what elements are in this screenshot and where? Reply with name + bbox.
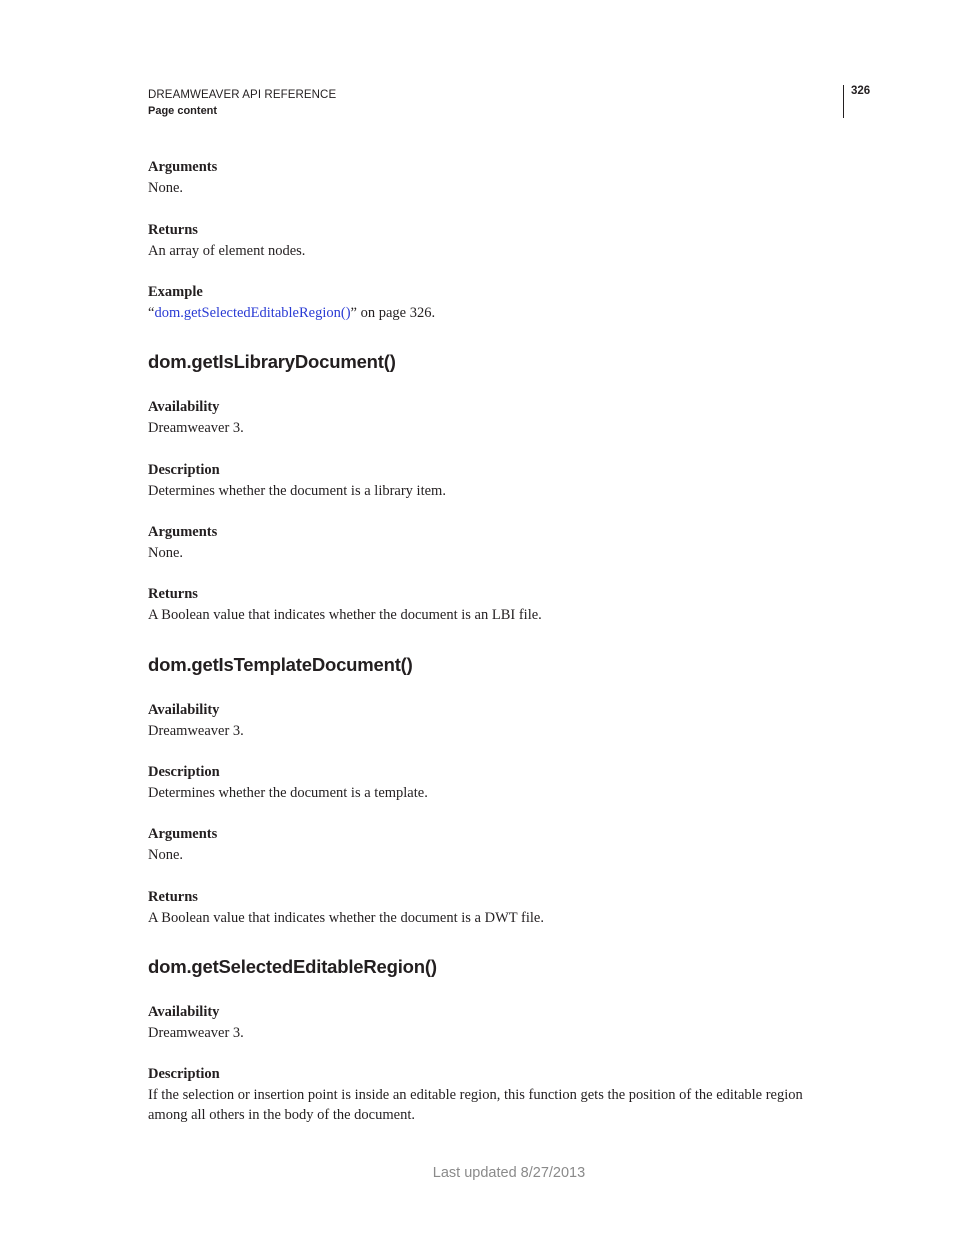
library-availability-block <box>148 397 828 438</box>
description-label: Description <box>148 1066 220 1082</box>
editable-description-block <box>148 1064 828 1125</box>
example-block <box>148 282 828 323</box>
returns-label: Returns <box>148 586 198 602</box>
header-divider <box>843 85 844 118</box>
returns-text: An array of element nodes. <box>148 243 306 259</box>
returns-text: A Boolean value that indicates whether the document is a DWT file. <box>148 910 544 926</box>
returns-block-top <box>148 220 828 261</box>
library-description-block <box>148 460 828 501</box>
returns-label: Returns <box>148 222 198 238</box>
heading-get-selected-editable-region: dom.getSelectedEditableRegion() <box>148 956 437 977</box>
editable-availability-block <box>148 1002 828 1043</box>
document-title: DREAMWEAVER API REFERENCE <box>148 89 337 101</box>
arguments-label: Arguments <box>148 159 218 175</box>
availability-text: Dreamweaver 3. <box>148 420 244 436</box>
returns-text: A Boolean value that indicates whether the document is an LBI file. <box>148 607 542 623</box>
example-label: Example <box>148 284 203 300</box>
last-updated-footer: Last updated 8/27/2013 <box>432 1165 586 1181</box>
availability-label: Availability <box>148 702 220 718</box>
availability-label: Availability <box>148 1004 220 1020</box>
example-text <box>148 303 828 323</box>
description-label: Description <box>148 764 220 780</box>
description-text-line2: among all others in the body of the document. <box>148 1107 415 1123</box>
availability-text: Dreamweaver 3. <box>148 723 244 739</box>
example-suffix: ” on page 326. <box>350 305 436 321</box>
template-arguments-block <box>148 824 828 865</box>
running-header <box>148 87 336 119</box>
arguments-text: None. <box>148 180 184 196</box>
open-quote: “ <box>148 305 155 321</box>
page-number: 326 <box>851 85 871 97</box>
template-description-block <box>148 762 828 803</box>
library-returns-block <box>148 584 828 625</box>
description-text: Determines whether the document is a template. <box>148 785 428 801</box>
arguments-label: Arguments <box>148 524 218 540</box>
template-availability-block <box>148 700 828 741</box>
heading-get-is-library-document: dom.getIsLibraryDocument() <box>148 351 396 372</box>
description-text-line1: If the selection or insertion point is inside an editable region, this function gets the position of the editable region <box>148 1087 803 1103</box>
template-returns-block <box>148 887 828 928</box>
heading-get-is-template-document: dom.getIsTemplateDocument() <box>148 654 413 675</box>
description-label: Description <box>148 462 220 478</box>
returns-label: Returns <box>148 889 198 905</box>
arguments-block-top <box>148 157 828 198</box>
library-arguments-block <box>148 522 828 563</box>
description-text: Determines whether the document is a library item. <box>148 483 446 499</box>
availability-label: Availability <box>148 399 220 415</box>
arguments-text: None. <box>148 847 184 863</box>
example-link[interactable]: dom.getSelectedEditableRegion() <box>154 305 351 321</box>
section-title: Page content <box>148 105 218 117</box>
availability-text: Dreamweaver 3. <box>148 1025 244 1041</box>
arguments-text: None. <box>148 545 184 561</box>
arguments-label: Arguments <box>148 826 218 842</box>
